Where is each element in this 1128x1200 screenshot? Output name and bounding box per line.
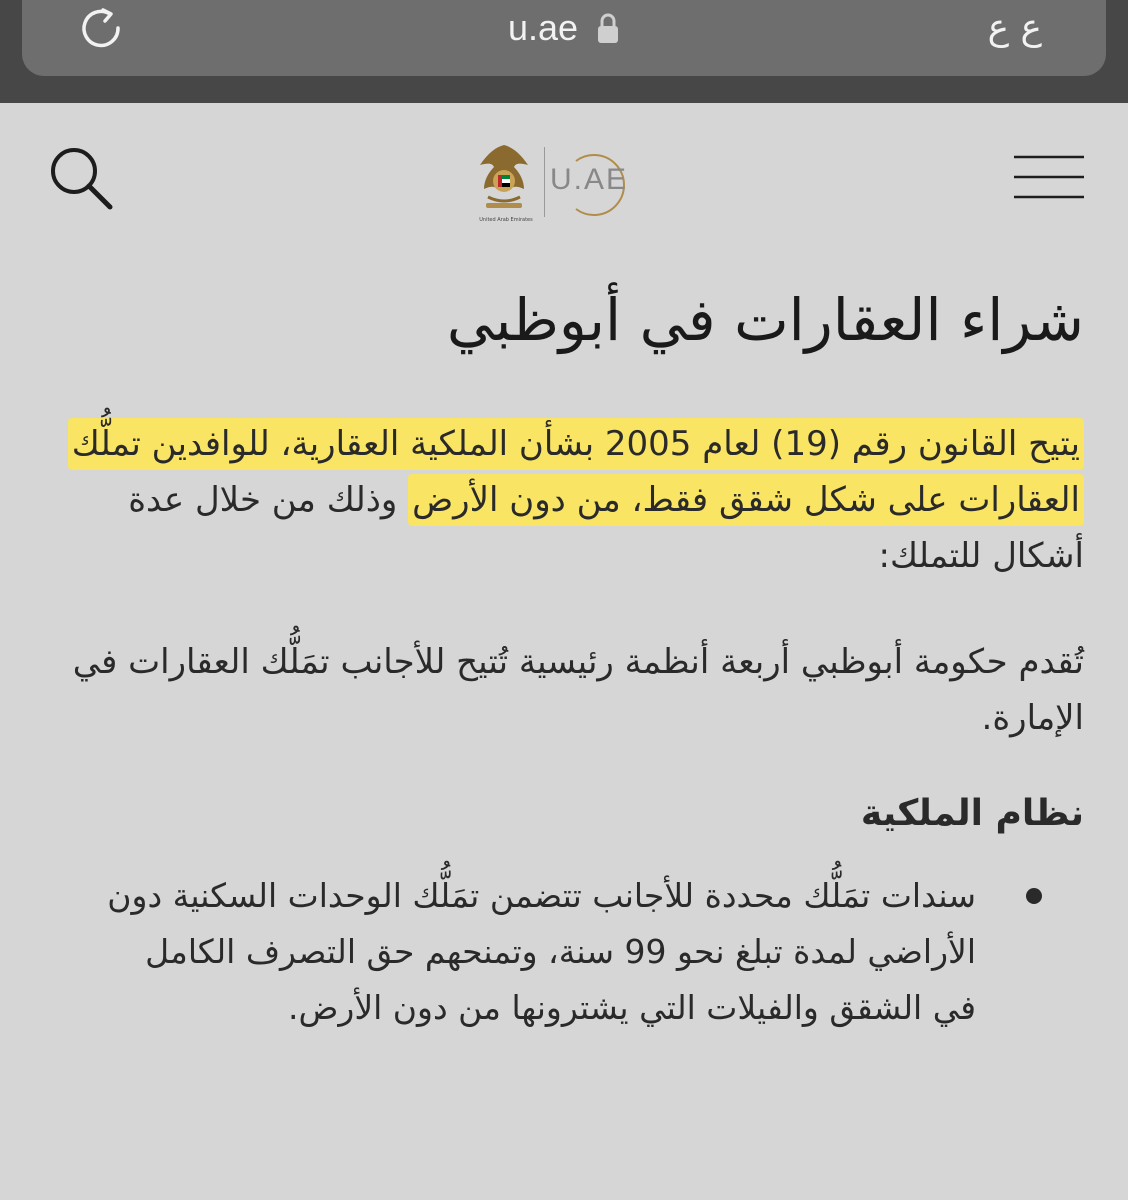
logo-subtext: United Arab Emirates bbox=[479, 217, 533, 223]
ownership-list bbox=[40, 868, 1084, 1036]
url-text: u.ae bbox=[507, 7, 579, 48]
intro-paragraph bbox=[40, 416, 1084, 584]
list-item-text: سندات تمَلُّك محددة للأجانب تتضمن تمَلُّك الوحدات السكنية دون الأراضي لمدة تبلغ نحو 99 سنة، وتمنحهم حق التصرف الكامل في الشقق والفيلات التي يشترونها من دون الأرض. bbox=[107, 876, 976, 1027]
uae-emblem-icon bbox=[474, 141, 534, 227]
section-heading: نظام الملكية bbox=[860, 793, 1084, 834]
site-header bbox=[0, 103, 1128, 263]
logo-divider bbox=[544, 147, 545, 217]
reader-text-size-button[interactable]: ع ع bbox=[987, 7, 1042, 48]
intro-rest-text: وذلك من خلال عدة أشكال للتملك: bbox=[128, 480, 1084, 576]
logo-text: U.AE bbox=[550, 163, 629, 196]
highlighted-text[interactable]: يتيح القانون رقم (19) لعام 2005 بشأن الملكية العقارية، للوافدين تملُّك العقارات على شكل شقق فقط، من دون الأرض bbox=[68, 418, 1084, 526]
article-content bbox=[40, 280, 1084, 1036]
url-display[interactable] bbox=[22, 6, 1106, 50]
bullet-dot-icon bbox=[1026, 888, 1042, 904]
body-paragraph: تُقدم حكومة أبوظبي أربعة أنظمة رئيسية تُتيح للأجانب تمَلُّك العقارات في الإمارة. bbox=[72, 642, 1084, 738]
address-bar[interactable] bbox=[22, 0, 1106, 76]
page-title: شراء العقارات في أبوظبي bbox=[446, 286, 1084, 354]
list-item bbox=[100, 868, 976, 1036]
hamburger-menu-icon[interactable] bbox=[1012, 153, 1086, 201]
uae-logo[interactable] bbox=[474, 141, 654, 227]
browser-toolbar bbox=[0, 0, 1128, 103]
search-icon[interactable] bbox=[48, 145, 114, 211]
lock-icon bbox=[596, 12, 620, 44]
